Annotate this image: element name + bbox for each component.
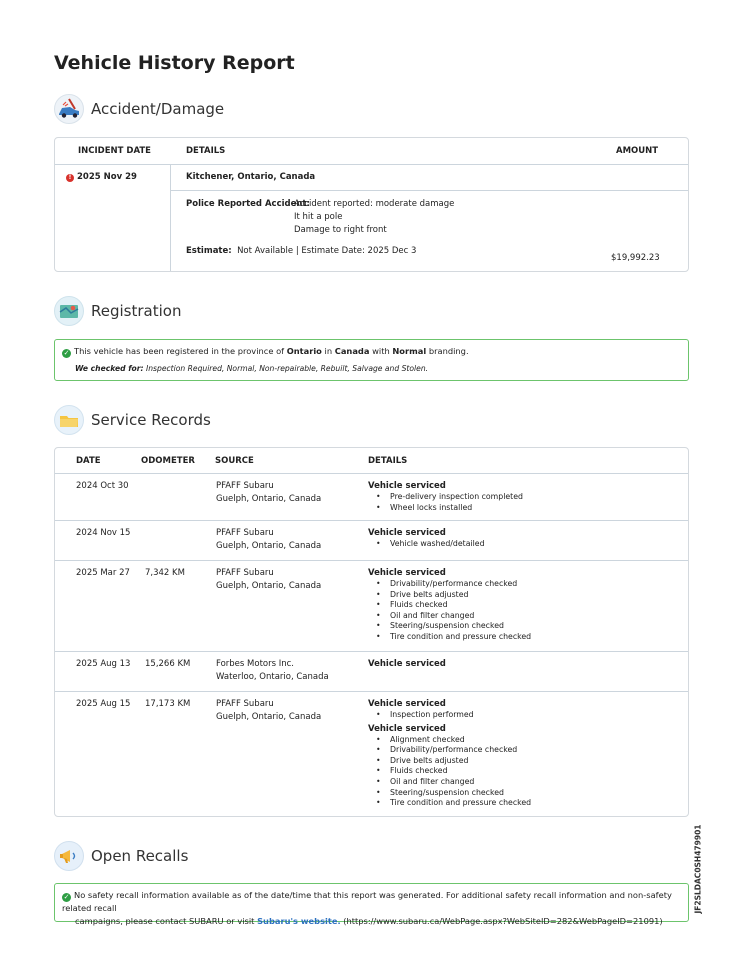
service-details-list [368, 710, 474, 721]
accident-section-title: Accident/Damage [91, 100, 225, 118]
service-detail-item: • Pre-delivery inspection completed [368, 492, 523, 503]
subaru-website-link[interactable]: Subaru's website. [257, 916, 341, 926]
service-details-list [368, 735, 531, 809]
service-details-title: Vehicle serviced [368, 568, 446, 578]
service-date: 2024 Oct 30 [76, 481, 129, 491]
service-date: 2024 Nov 15 [76, 528, 131, 538]
service-date: 2025 Aug 15 [76, 699, 131, 709]
estimate-text: Not Available | Estimate Date: 2025 Dec 3 [237, 246, 417, 256]
page-title: Vehicle History Report [54, 52, 295, 74]
service-detail-item: • Drivability/performance checked [368, 579, 531, 590]
service-details-list [368, 539, 485, 550]
service-date-header: DATE [76, 456, 101, 466]
registration-box [54, 339, 689, 381]
service-detail-item: • Vehicle washed/detailed [368, 539, 485, 550]
service-source-name: PFAFF Subaru [216, 481, 274, 491]
service-source-name: PFAFF Subaru [216, 568, 274, 578]
service-source-location: Guelph, Ontario, Canada [216, 541, 322, 551]
service-odometer-header: ODOMETER [141, 456, 195, 466]
service-section-header [54, 405, 211, 435]
service-detail-item: • Tire condition and pressure checked [368, 632, 531, 643]
amount-header: AMOUNT [616, 146, 659, 156]
police-report-line-1: Accident reported: moderate damage [294, 199, 455, 209]
megaphone-icon [54, 841, 84, 871]
service-detail-item: • Tire condition and pressure checked [368, 798, 531, 809]
incident-date-header: INCIDENT DATE [78, 146, 151, 156]
service-detail-item: • Fluids checked [368, 766, 531, 777]
service-detail-item: • Fluids checked [368, 600, 531, 611]
car-crash-icon [54, 94, 84, 124]
service-detail-item: • Steering/suspension checked [368, 788, 531, 799]
service-source-location: Guelph, Ontario, Canada [216, 494, 322, 504]
service-detail-item: • Inspection performed [368, 710, 474, 721]
service-detail-item: • Steering/suspension checked [368, 621, 531, 632]
police-report-label: Police Reported Accident: [186, 199, 310, 209]
registration-section-header [54, 296, 181, 326]
estimate-row [186, 245, 416, 258]
accident-section-header [54, 94, 224, 124]
service-source-location: Guelph, Ontario, Canada [216, 581, 322, 591]
service-source-location: Waterloo, Ontario, Canada [216, 672, 329, 682]
incident-date: ! 2025 Nov 29 [66, 171, 137, 184]
recalls-text: ✓ No safety recall information available as of the date/time that this report was generated. For additional safety recall information and non-safety related recall campaigns, please contact SUBARU or visit Subaru's website. (https://www.subaru.ca/WebPage.aspx?WebSiteID=282&WebPageID=21091) [62, 890, 672, 926]
service-source-name: Forbes Motors Inc. [216, 659, 294, 669]
service-details-list [368, 492, 523, 513]
service-source-header: SOURCE [215, 456, 254, 466]
service-table [54, 447, 689, 817]
service-detail-item: • Alignment checked [368, 735, 531, 746]
service-detail-item: • Drivability/performance checked [368, 745, 531, 756]
service-detail-item: • Oil and filter changed [368, 611, 531, 622]
registration-checked: We checked for: Inspection Required, Normal, Non-repairable, Rebuilt, Salvage and Stolen. [75, 364, 429, 373]
service-detail-item: • Oil and filter changed [368, 777, 531, 788]
service-odometer: 15,266 KM [145, 659, 191, 669]
service-details-title: Vehicle serviced [368, 528, 446, 538]
accident-table [54, 137, 689, 272]
service-detail-item: • Drive belts adjusted [368, 756, 531, 767]
recalls-section-title: Open Recalls [91, 847, 189, 865]
folder-icon [54, 405, 84, 435]
vin-label: JF2SLDAC0SH479901 [693, 824, 703, 914]
service-details-title: Vehicle serviced [368, 699, 446, 709]
registration-section-title: Registration [91, 302, 182, 320]
service-date: 2025 Mar 27 [76, 568, 130, 578]
recalls-box [54, 883, 689, 926]
service-details-list [368, 579, 531, 643]
details-header: DETAILS [186, 146, 226, 156]
police-report-line-2: It hit a pole [294, 212, 343, 222]
service-details-title: Vehicle serviced [368, 481, 446, 491]
recalls-section-header [54, 841, 188, 871]
check-circle-icon: ✓ [63, 349, 70, 357]
police-report-line-3: Damage to right front [294, 225, 387, 235]
service-source-name: PFAFF Subaru [216, 528, 274, 538]
alert-icon: ! [66, 174, 74, 182]
service-odometer: 7,342 KM [145, 568, 185, 578]
service-details-title: Vehicle serviced [368, 723, 446, 734]
check-circle-icon: ✓ [63, 893, 70, 901]
service-detail-item: • Wheel locks installed [368, 503, 523, 514]
service-date: 2025 Aug 13 [76, 659, 131, 669]
service-details-title: Vehicle serviced [368, 659, 446, 669]
service-details-header: DETAILS [368, 456, 408, 466]
service-detail-item: • Drive belts adjusted [368, 590, 531, 601]
service-source-name: PFAFF Subaru [216, 699, 274, 709]
estimate-label: Estimate: [186, 246, 232, 256]
map-icon [54, 296, 84, 326]
service-odometer: 17,173 KM [145, 699, 191, 709]
damage-amount: $19,992.23 [611, 253, 660, 263]
registration-status: ✓ This vehicle has been registered in the province of Ontario in Canada with Normal branding. [63, 346, 469, 357]
incident-location: Kitchener, Ontario, Canada [186, 172, 316, 182]
service-source-location: Guelph, Ontario, Canada [216, 712, 322, 722]
service-section-title: Service Records [91, 411, 211, 429]
